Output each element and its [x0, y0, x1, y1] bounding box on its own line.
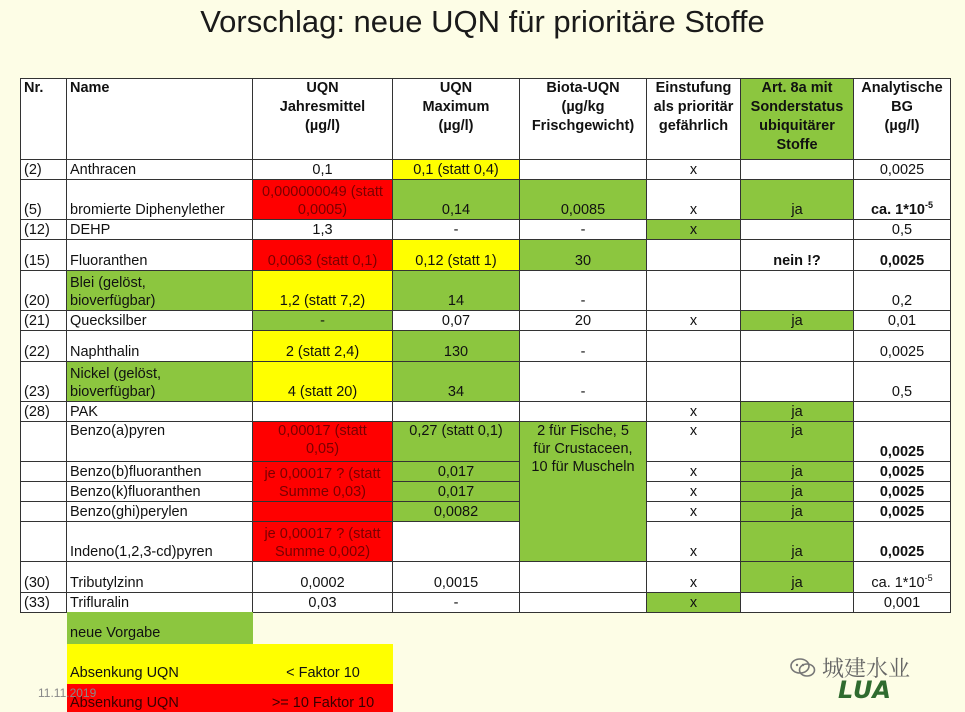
table-row: (30) Tributylzinn 0,0002 0,0015 x ja ca. $1*10^{-5}$	[21, 562, 951, 593]
table-row: (15) Fluoranthen 0,0063 (statt 0,1) 0,12 (statt 1) 30 nein !? 0,0025	[21, 240, 951, 271]
biota-pak-cell: 2 für Fische, 5 für Crustaceen, 10 für Muscheln	[520, 422, 647, 562]
header-art8a: Art. 8a mit Sonderstatus ubiquitärer Stoffe	[741, 79, 854, 160]
header-maximum: UQN Maximum (µg/l)	[393, 79, 520, 160]
slide-date: 11.11.2019	[38, 686, 97, 700]
table-row: Benzo(ghi)perylen 0,0082 x ja 0,0025	[21, 502, 951, 522]
header-bg: Analytische BG (µg/l)	[854, 79, 951, 160]
table-row: (2) Anthracen 0,1 0,1 (statt 0,4) x 0,0025	[21, 160, 951, 180]
header-nr: Nr.	[21, 79, 67, 160]
header-jahresmittel: UQN Jahresmittel (µg/l)	[253, 79, 393, 160]
table-row: (33) Trifluralin 0,03 - x 0,001	[21, 593, 951, 613]
slide-title: Vorschlag: neue UQN für prioritäre Stoffe	[200, 4, 765, 39]
wechat-icon	[790, 657, 816, 679]
table-row: (20) Blei (gelöst, bioverfügbar) 1,2 (statt 7,2) 14 - 0,2	[21, 271, 951, 311]
table-row: (23) Nickel (gelöst, bioverfügbar) 4 (statt 20) 34 - 0,5	[21, 362, 951, 402]
table-row: Benzo(a)pyren 0,00017 (statt 0,05) 0,27 (statt 0,1) 2 für Fische, 5 für Crustaceen, 10 für Muscheln x ja 0,0025	[21, 422, 951, 462]
table-row: (28) PAK x ja	[21, 402, 951, 422]
uqn-table	[20, 78, 951, 613]
table-row: (21) Quecksilber - 0,07 20 x ja 0,01	[21, 311, 951, 331]
header-row	[21, 79, 951, 160]
table-row: Benzo(b)fluoranthen je 0,00017 ? (statt Summe 0,03) 0,017 x ja 0,0025	[21, 462, 951, 482]
header-name: Name	[67, 79, 253, 160]
header-biota: Biota-UQN (µg/kg Frischgewicht)	[520, 79, 647, 160]
table-row: (22) Naphthalin 2 (statt 2,4) 130 - 0,0025	[21, 331, 951, 362]
table-row: Benzo(k)fluoranthen 0,017 x ja 0,0025	[21, 482, 951, 502]
table-row: (5) bromierte Diphenylether 0,000000049 (statt 0,0005) 0,14 0,0085 x ja ca. $1*10^{-5}$	[21, 180, 951, 220]
header-einstufung: Einstufung als prioritär gefährlich	[647, 79, 741, 160]
watermark-text: 城建水业	[822, 657, 911, 682]
lua-logo: LUA	[838, 676, 892, 704]
table-row: Indeno(1,2,3-cd)pyren je 0,00017 ? (statt Summe 0,002) x ja 0,0025	[21, 522, 951, 562]
legend-green: neue Vorgabe	[67, 612, 253, 644]
legend-yellow: Absenkung UQN < Faktor 10	[67, 644, 393, 684]
table-row: (12) DEHP 1,3 - - x 0,5	[21, 220, 951, 240]
legend-red: Absenkung UQN >= 10 Faktor 10	[67, 684, 393, 712]
